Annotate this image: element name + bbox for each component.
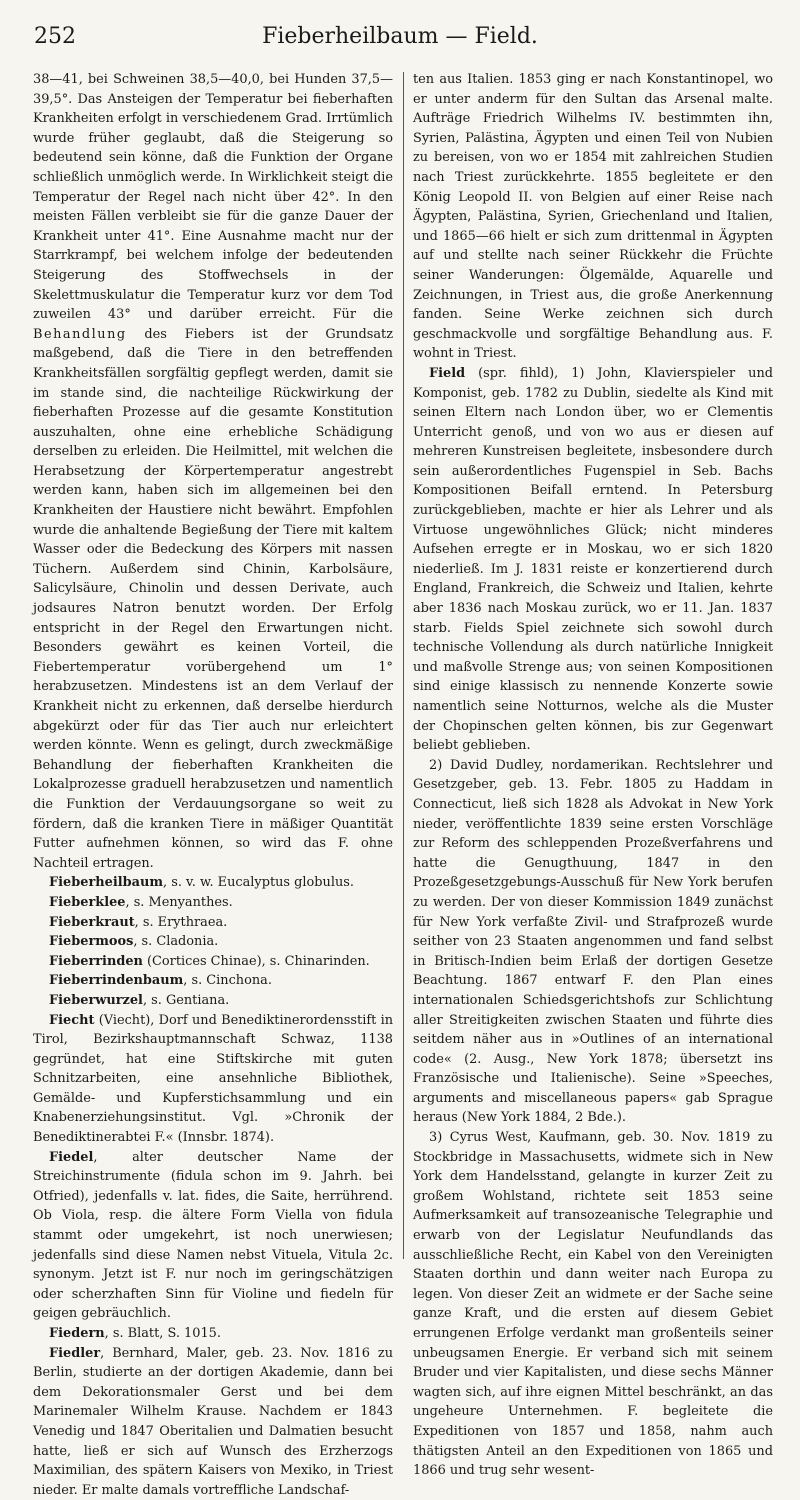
entry-fieberklee (33, 893, 393, 913)
headword: Fieberheilbaum (49, 875, 164, 891)
pronunciation: (spr. fihld), (465, 365, 572, 381)
entry-text: , s. Blatt, S. 1015. (104, 1326, 221, 1341)
entry-text: (Cortices Chinae), s. Chinarinden. (142, 953, 370, 969)
entry-fieberheilbaum (33, 873, 393, 893)
entry-text: , s. Cladonia. (133, 934, 219, 950)
fieber-continuation (33, 70, 393, 873)
entry-text: , s. Menyanthes. (125, 894, 233, 910)
entry-field (413, 364, 773, 756)
column-divider (403, 72, 404, 1259)
headword: Fieberrinden (49, 953, 143, 969)
headword: Field (429, 365, 466, 381)
running-head: Fieberheilbaum — Field. (262, 24, 538, 49)
entry-fieberwurzel (33, 991, 393, 1011)
left-column (33, 70, 393, 1498)
entry-text: , s. v. w. Eucalyptus globulus. (163, 875, 354, 891)
headword: Fieberrindenbaum (49, 973, 184, 989)
page-number: 252 (34, 24, 76, 49)
headword: Fiecht (49, 1012, 95, 1028)
entry-text: , s. Gentiana. (142, 992, 230, 1008)
entry-field-cyrus-west: 3) Cyrus West, Kaufmann, geb. 30. Nov. 1819 zu Stockbridge in Massachusetts, widmete sich in New York dem Handelsstand, gelangte in kurzer Zeit zu großem Wohlstand, richtete seit 1853 seine Aufmerksamkeit auf transozeanische Telegraphie und erwarb von der Legislatur Neufundlands das ausschließliche Recht, ein Kabel von den Vereinigten Staaten dorthin und dann weiter nach Europa zu legen. Von dieser Zeit an widmete er der Sache seine ganze Kraft, und die ersten auf diesem Gebiet errungenen Erfolge verdankt man großenteils seiner unbeugsamen Energie. Er verband sich mit seinem Bruder und vier Kapitalisten, und diese sechs Männer wagten sich, auf ihre eignen Mittel beschränkt, an das ungeheure Unternehmen. F. begleitete die Expeditionen von 1857 und 1858, nahm auch thätigsten Anteil an den Expeditionen von 1865 und 1866 und trug sehr wesent- (413, 1130, 773, 1479)
intro-spaced-word: Behandlung (33, 326, 127, 342)
entry-text: , Bernhard, Maler, geb. 23. Nov. 1816 zu Berlin, studierte an der dortigen Akademie, dann bei dem Dekorationsmaler Gerst und bei dem Marinemaler Wilhelm Krause. Nachdem er 1843 Venedig und 1847 Oberitalien und Dalmatien besucht hatte, ließ er sich auf Wunsch des Erzherzogs Maximilian, des spätern Kaisers von Mexiko, in Triest nieder. Er malte damals vortreffliche Landschaf- (33, 1345, 393, 1498)
intro-text: 38—41, bei Schweinen 38,5—40,0, bei Hunden 37,5—39,5°. Das Ansteigen der Temperatur bei fieberhaften Krankheiten erfolgt in verschiedenem Grad. Irrtümlich wurde früher geglaubt, daß die Steigerung so bedeutend sein könne, daß die Funktion der Organe schließlich unmöglich werde. In Wirklichkeit steigt die Temperatur der Regel nach nicht über 42°. In den meisten Fällen verbleibt sie für die ganze Dauer der Krankheit unter 41°. Eine Ausnahme macht nur der Starrkrampf, bei welchem infolge der bedeutenden Steigerung des Stoffwechsels in der Skelettmuskulatur die Temperatur kurz vor dem Tod zuweilen 43° und darüber erreicht. Für die (33, 72, 393, 323)
headword: Fieberkraut (49, 914, 135, 930)
entry-text: , s. Cinchona. (183, 973, 272, 989)
entry-fieberrinden (33, 952, 393, 972)
headword: Fiedern (49, 1326, 105, 1341)
page-header (34, 24, 766, 64)
fiedler-continuation: ten aus Italien. 1853 ging er nach Konstantinopel, wo er unter anderm für den Sultan das Arsenal malte. Aufträge Friedrich Wilhelms IV. bestimmten ihn, Syrien, Palästina, Ägypten und einen Teil von Nubien zu bereisen, von wo er 1854 mit zahlreichen Studien nach Triest zurückkehrte. 1855 begleitete er den König Leopold II. von Belgien auf einer Reise nach Ägypten, Palästina, Syrien, Griechenland und Italien, und 1865—66 hielt er sich zum drittenmal in Ägypten auf und stellte nach seiner Rückkehr die Früchte seiner Wanderungen: Ölgemälde, Aquarelle und Zeichnungen, in Triest aus, die große Anerkennung fanden. Seine Werke zeichnen sich durch geschmackvolle und sorgfältige Behandlung aus. F. wohnt in Triest. (413, 72, 773, 362)
entry-fieberkraut (33, 913, 393, 933)
entry-fiedern (33, 1324, 393, 1344)
headword: Fieberklee (49, 894, 126, 910)
field-john-text: 1) John, Klavierspieler und Komponist, geb. 1782 zu Dublin, siedelte als Kind mit seinen Eltern nach London über, wo er Clementis Unterricht genoß, und von wo aus er diesen auf mehreren Kunstreisen begleitete, insbesondere durch sein außerordentliches Fugenspiel in Seb. Bachs Kompositionen Beifall erntend. In Petersburg zurückgeblieben, machte er hier als Lehrer und als Virtuose ungewöhnliches Glück; nicht minderes Aufsehen erregte er in Moskau, wo er sich 1820 niederließ. Im J. 1831 reiste er konzertierend durch England, Frankreich, die Schweiz und Italien, kehrte aber 1836 nach Moskau zurück, wo er 11. Jan. 1837 starb. Fields Spiel zeichnete sich sowohl durch technische Vollendung als durch natürliche Innigkeit und maßvolle Strenge aus; von seinen Kompositionen sind einige klassisch zu nennende Konzerte sowie namentlich seine Notturnos, welche als die Muster der Chopinschen gelten können, bis zur Gegenwart beliebt geblieben. (413, 365, 773, 754)
entry-fiebermoos (33, 932, 393, 952)
headword: Fieberwurzel (49, 992, 143, 1008)
headword: Fiedler (49, 1345, 101, 1361)
headword: Fiedel (49, 1149, 94, 1165)
entry-text: (Viecht), Dorf und Benediktinerordensstift in Tirol, Bezirkshauptmannschaft Schwaz, 1138 gegründet, hat eine Stiftskirche mit guten Schnitzarbeiten, eine ansehnliche Bibliothek, Gemälde- und Kupferstichsammlung und ein Knabenerziehungsinstitut. Vgl. »Chronik der Benediktinerabtei F.« (Innsbr. 1874). (33, 1012, 393, 1146)
entry-field-david-dudley: 2) David Dudley, nordamerikan. Rechtslehrer und Gesetzgeber, geb. 13. Febr. 1805 zu Haddam in Connecticut, ließ sich 1828 als Advokat in New York nieder, veröffentlichte 1839 seine ersten Vorschläge zur Reform des schleppenden Prozeßverfahrens und hatte die Genugthuung, 1847 in den Prozeßgesetzgebungs-Ausschuß für New York berufen zu werden. Der von dieser Kommission 1849 zunächst für New York verfaßte Zivil- und Strafprozeß wurde seither von 23 Staaten angenommen und fand selbst in Britisch-Indien beim Erlaß der dortigen Gesetze Beachtung. 1867 entwarf F. den Plan eines internationalen Schiedsgerichtshofs zur Schlichtung aller Streitigkeiten zwischen Staaten und führte dies seitdem näher aus in »Outlines of an international code« (2. Ausg., New York 1878; übersetzt ins Französische und Italienische). Seine »Speeches, arguments and miscellaneous papers« gab Sprague heraus (New York 1884, 2 Bde.). (413, 757, 773, 1126)
right-column (413, 70, 773, 1479)
entry-fiedler (33, 1344, 393, 1500)
entry-fieberrindenbaum (33, 971, 393, 991)
entry-fiedel (33, 1148, 393, 1324)
headword: Fiebermoos (49, 934, 134, 950)
entry-text: , alter deutscher Name der Streichinstrumente (fidula schon im 9. Jahrh. bei Otfried), jedenfalls v. lat. fides, die Saite, herrührend. Ob Viola, resp. die ältere Form Viella von fidula stammt oder umgekehrt, ist noch unerwiesen; jedenfalls sind diese Namen nebst Vituela, Vitula 2c. synonym. Jetzt ist F. nur noch im geringschätzigen oder scherzhaften Sinn für Violine und fiedeln für geigen gebräuchlich. (33, 1149, 393, 1322)
intro-text-2: des Fiebers ist der Grundsatz maßgebend, daß die Tiere in den betreffenden Krankheitsfällen sorgfältig gepflegt werden, damit sie im stande sind, die nachteilige Rückwirkung der fieberhaften Prozesse auf die gesamte Konstitution auszuhalten, ohne eine erhebliche Schädigung derselben zu erleiden. Die Heilmittel, mit welchen die Herabsetzung der Körpertemperatur angestrebt werden kann, haben sich im allgemeinen bei den Krankheiten der Haustiere nicht bewährt. Empfohlen wurde die anhaltende Begießung der Tiere mit kaltem Wasser oder die Bedeckung des Körpers mit nassen Tüchern. Außerdem sind Chinin, Karbolsäure, Salicylsäure, Chinolin und dessen Derivate, auch jodsaures Natron benutzt worden. Der Erfolg entspricht in der Regel den Erwartungen nicht. Besonders gewährt es keinen Vorteil, die Fiebertemperatur vorübergehend um 1° herabzusetzen. Mindestens ist an dem Verlauf der Krankheit nicht zu erkennen, daß derselbe hierdurch abgekürzt oder für das Tier auch nur erleichtert werden könnte. Wenn es gelingt, durch zweckmäßige Behandlung der fieberhaften Krankheiten die Lokalprozesse graduell herabzusetzen und namentlich die Funktion der Verdauungsorgane so weit zu fördern, daß die kranken Tiere in mäßiger Quantität Futter aufnehmen können, so wird das F. ohne Nachteil ertragen. (33, 326, 393, 871)
entry-fiecht (33, 1011, 393, 1148)
entry-text: , s. Erythraea. (134, 914, 228, 930)
